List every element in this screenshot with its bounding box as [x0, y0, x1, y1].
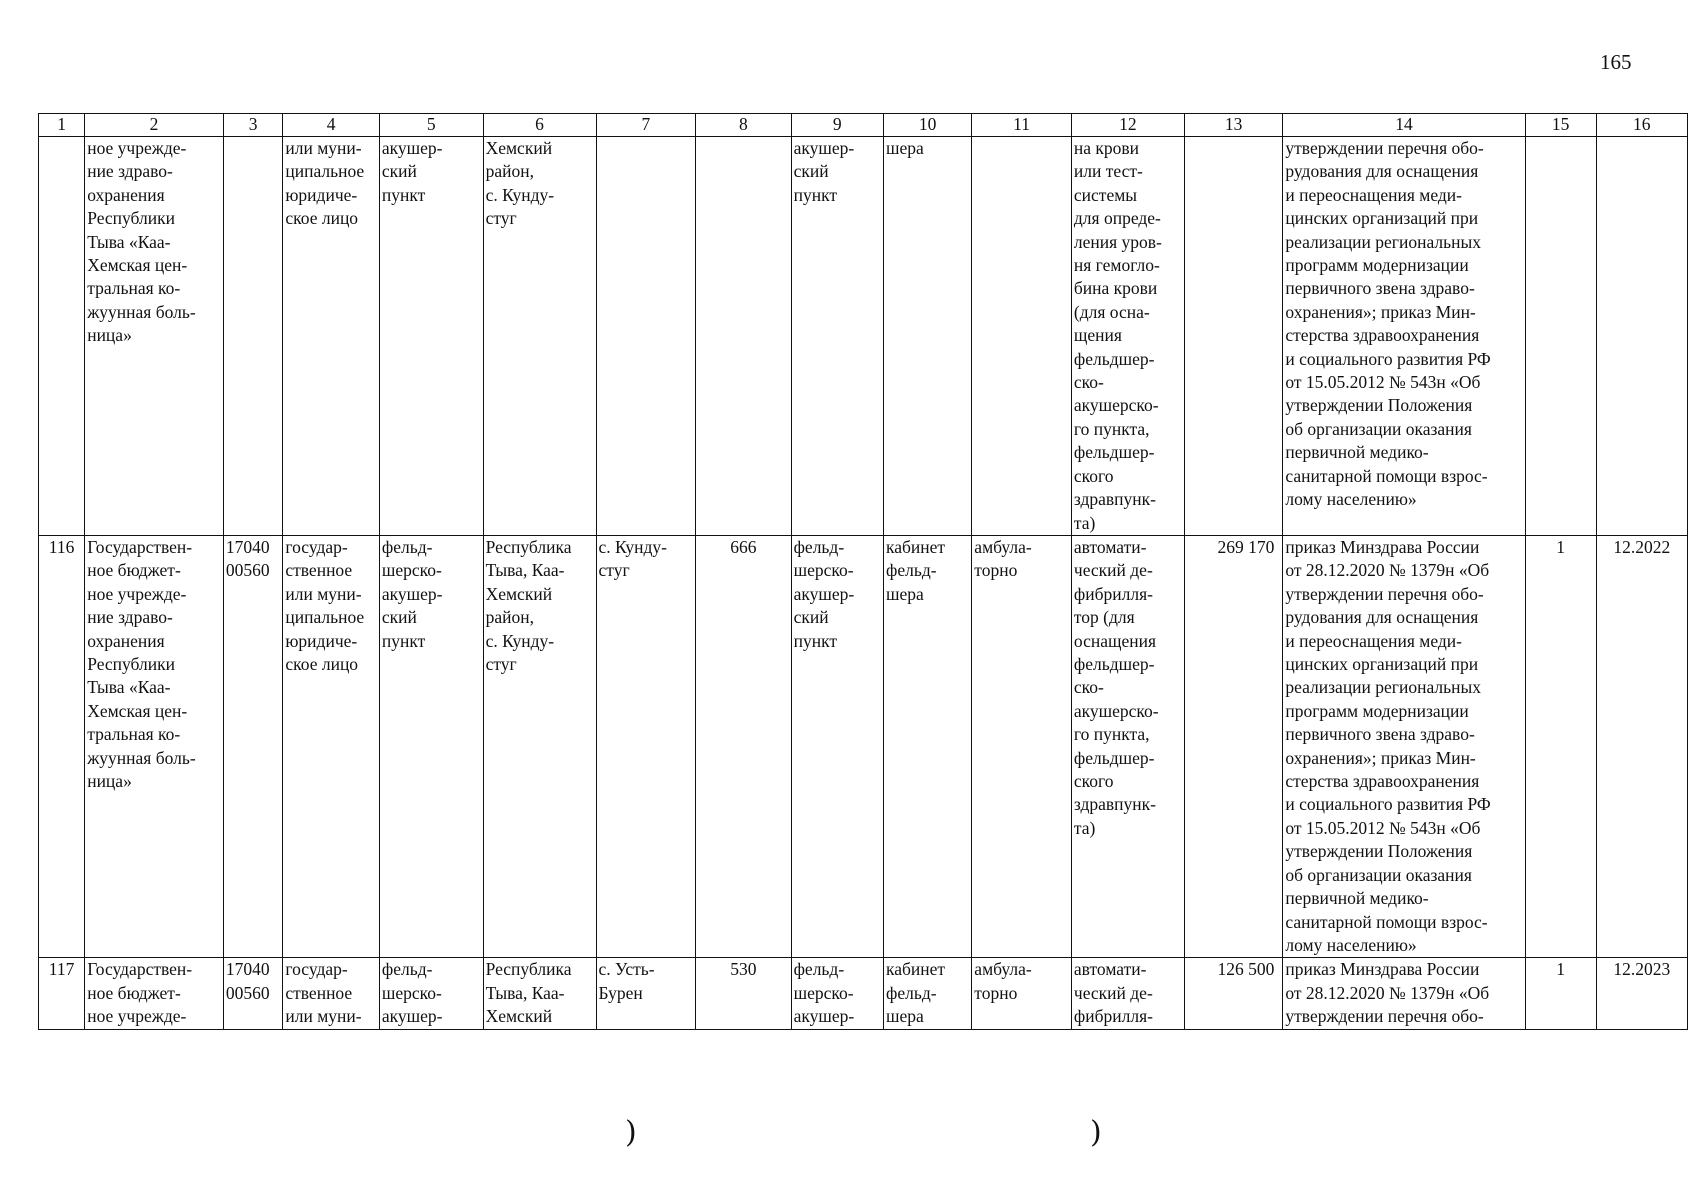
- quantity-cell: 1: [1525, 958, 1596, 1029]
- table-row: [39, 958, 1688, 1029]
- care-mode-cell: амбула- торно: [972, 536, 1072, 958]
- column-header: 11: [972, 114, 1072, 137]
- column-header: 2: [85, 114, 224, 137]
- code-cell: [223, 137, 283, 536]
- division-cell: фельд- шерско- акушер-: [791, 958, 883, 1029]
- table-row: [39, 137, 1688, 536]
- regulation-cell: приказ Минздрава России от 28.12.2020 № 1379н «Об утверждении перечня обо- рудования для оснащения и переоснащения меди- цинских организаций при реализации региональных программ модернизации первичного звена здраво- охранения»; приказ Мин- стерства здравоохранения и социального развития РФ от 15.05.2012 № 543н «Об утверждении Положения об организации оказания первичной медико- санитарной помощи взрос- лому населению»: [1283, 536, 1525, 958]
- column-header: 12: [1071, 114, 1184, 137]
- equipment-cell: на крови или тест- системы для опреде- ления уров- ня гемогло- бина крови (для осна- щения фельдшер- ско- акушерско- го пункта, фельдшер- ского здравпунк- та): [1071, 137, 1184, 536]
- care-mode-cell: [972, 137, 1072, 536]
- settlement-cell: с. Усть- Бурен: [596, 958, 696, 1029]
- unit-type-cell: фельд- шерско- акушер- ский пункт: [379, 536, 483, 958]
- pen-mark: ): [625, 1115, 637, 1150]
- legal-form-cell: государ- ственное или муни- ципальное юридиче- ское лицо: [283, 536, 380, 958]
- equipment-cell: автомати- ческий де- фибрилля-: [1071, 958, 1184, 1029]
- address-cell: Хемский район, с. Кунду- стуг: [483, 137, 596, 536]
- population-cell: 530: [696, 958, 791, 1029]
- population-cell: 666: [696, 536, 791, 958]
- code-cell: 17040 00560: [223, 958, 283, 1029]
- cost-cell: 269 170: [1184, 536, 1283, 958]
- column-header: 15: [1525, 114, 1596, 137]
- date-cell: 12.2023: [1596, 958, 1687, 1029]
- legal-form-cell: государ- ственное или муни-: [283, 958, 380, 1029]
- column-header: 8: [696, 114, 791, 137]
- population-cell: [696, 137, 791, 536]
- column-header: 14: [1283, 114, 1525, 137]
- date-cell: [1596, 137, 1687, 536]
- institution-cell: Государствен- ное бюджет- ное учрежде-: [85, 958, 224, 1029]
- pen-mark: ): [1090, 1115, 1102, 1150]
- code-cell: 17040 00560: [223, 536, 283, 958]
- settlement-cell: с. Кунду- стуг: [596, 536, 696, 958]
- column-header: 7: [596, 114, 696, 137]
- column-number-row: [39, 114, 1688, 137]
- address-cell: Республика Тыва, Каа- Хемский район, с. Кунду- стуг: [483, 536, 596, 958]
- regulation-cell: приказ Минздрава России от 28.12.2020 № 1379н «Об утверждении перечня обо-: [1283, 958, 1525, 1029]
- column-header: 4: [283, 114, 380, 137]
- regulation-cell: утверждении перечня обо- рудования для оснащения и переоснащения меди- цинских организаций при реализации региональных программ модернизации первичного звена здраво- охранения»; приказ Мин- стерства здравоохранения и социального развития РФ от 15.05.2012 № 543н «Об утверждении Положения об организации оказания первичной медико- санитарной помощи взрос- лому населению»: [1283, 137, 1525, 536]
- cost-cell: 126 500: [1184, 958, 1283, 1029]
- cost-cell: [1184, 137, 1283, 536]
- unit-type-cell: акушер- ский пункт: [379, 137, 483, 536]
- quantity-cell: 1: [1525, 536, 1596, 958]
- legal-form-cell: или муни- ципальное юридиче- ское лицо: [283, 137, 380, 536]
- table-row: [39, 536, 1688, 958]
- institution-cell: Государствен- ное бюджет- ное учрежде- ние здраво- охранения Республики Тыва «Каа- Хемская цен- тральная ко- жуунная боль- ница»: [85, 536, 224, 958]
- column-header: 3: [223, 114, 283, 137]
- settlement-cell: [596, 137, 696, 536]
- column-header: 10: [884, 114, 972, 137]
- room-cell: кабинет фельд- шера: [884, 536, 972, 958]
- margin-marks: [0, 1115, 1697, 1155]
- column-header: 6: [483, 114, 596, 137]
- date-cell: 12.2022: [1596, 536, 1687, 958]
- row-number-cell: [39, 137, 85, 536]
- column-header: 1: [39, 114, 85, 137]
- column-header: 5: [379, 114, 483, 137]
- page-number: 165: [1600, 50, 1632, 74]
- room-cell: кабинет фельд- шера: [884, 958, 972, 1029]
- address-cell: Республика Тыва, Каа- Хемский: [483, 958, 596, 1029]
- row-number-cell: 116: [39, 536, 85, 958]
- row-number-cell: 117: [39, 958, 85, 1029]
- equipment-table: [38, 113, 1688, 1030]
- column-header: 13: [1184, 114, 1283, 137]
- institution-cell: ное учрежде- ние здраво- охранения Республики Тыва «Каа- Хемская цен- тральная ко- жуунная боль- ница»: [85, 137, 224, 536]
- unit-type-cell: фельд- шерско- акушер-: [379, 958, 483, 1029]
- quantity-cell: [1525, 137, 1596, 536]
- room-cell: шера: [884, 137, 972, 536]
- division-cell: акушер- ский пункт: [791, 137, 883, 536]
- column-header: 16: [1596, 114, 1687, 137]
- column-header: 9: [791, 114, 883, 137]
- equipment-cell: автомати- ческий де- фибрилля- тор (для оснащения фельдшер- ско- акушерско- го пункта, фельдшер- ского здравпунк- та): [1071, 536, 1184, 958]
- division-cell: фельд- шерско- акушер- ский пункт: [791, 536, 883, 958]
- care-mode-cell: амбула- торно: [972, 958, 1072, 1029]
